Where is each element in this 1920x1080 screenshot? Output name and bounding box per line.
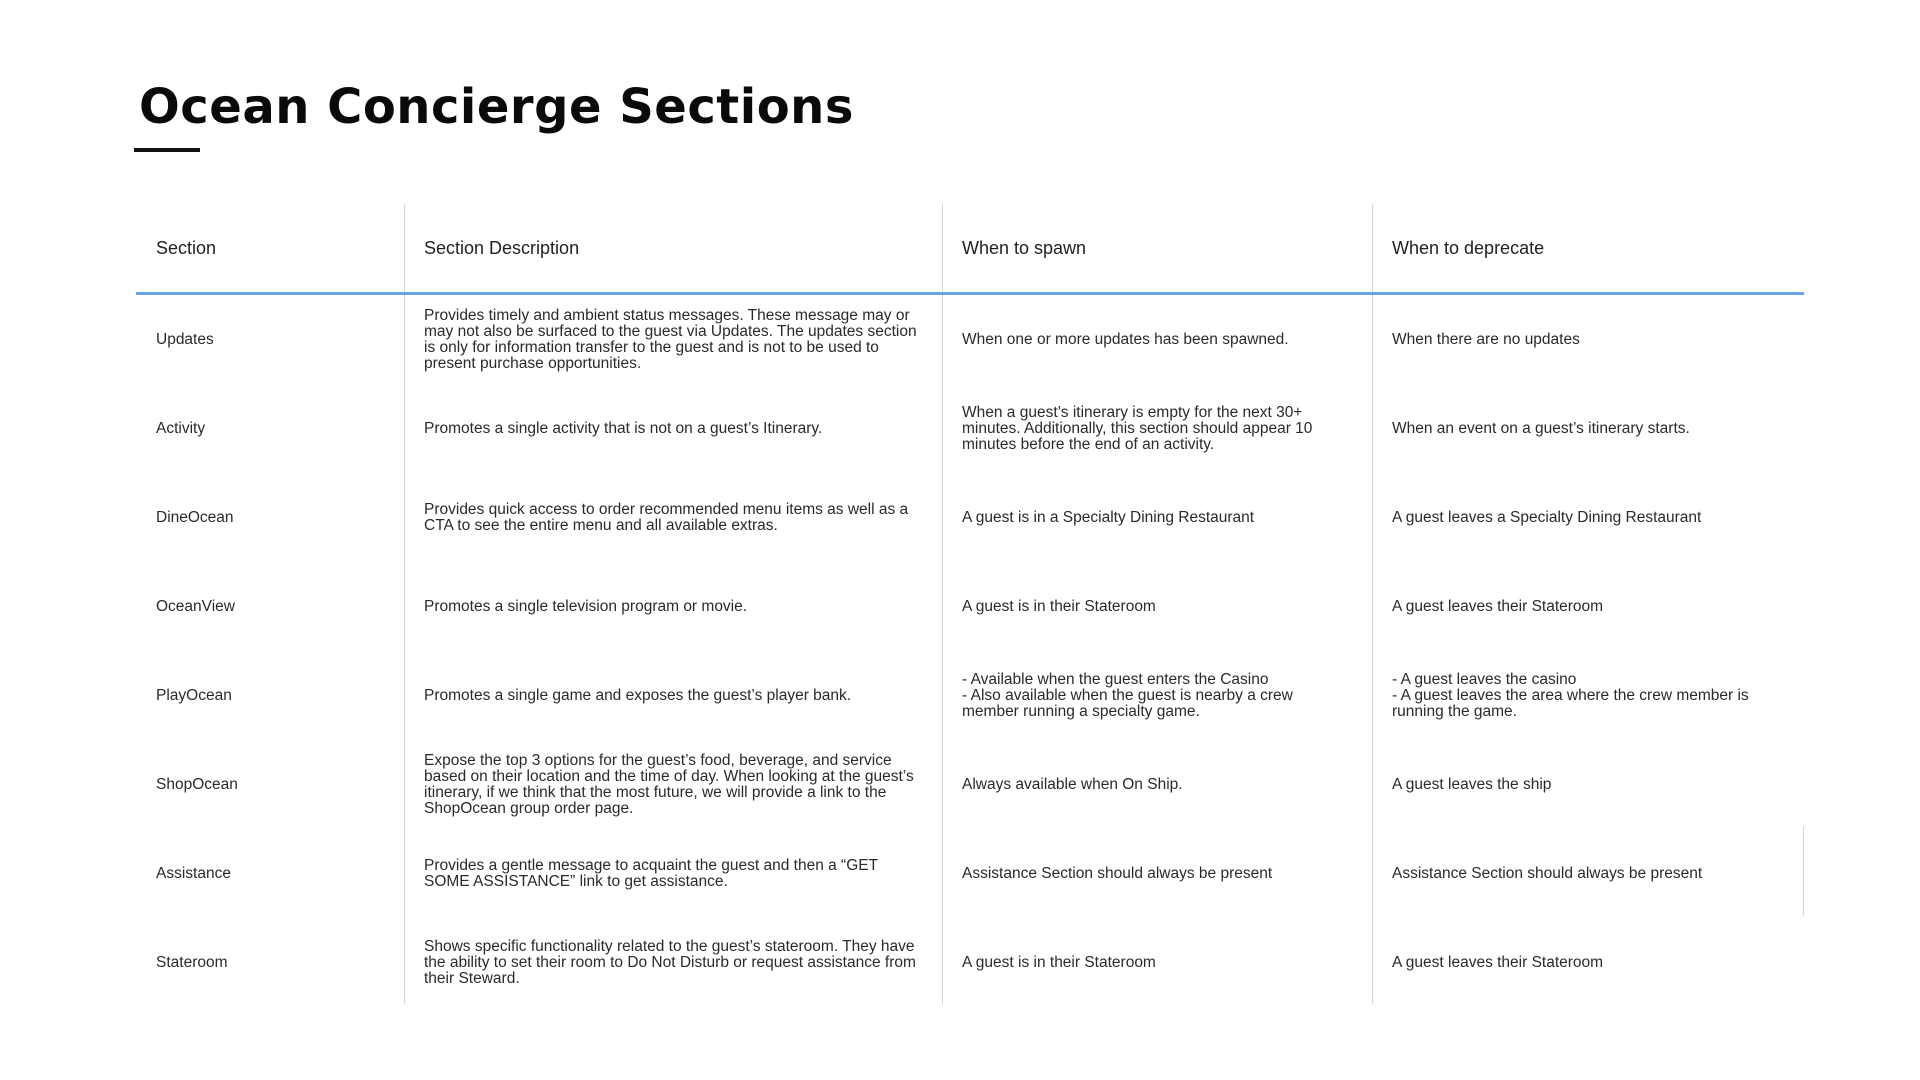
table-row bbox=[136, 829, 1804, 918]
section-name-cell: PlayOcean bbox=[156, 686, 232, 704]
section-name-cell: Assistance bbox=[156, 864, 231, 882]
header-when-to-spawn: When to spawn bbox=[942, 204, 1372, 294]
header-when-to-deprecate: When to deprecate bbox=[1372, 204, 1804, 294]
deprecate-cell: A guest leaves the ship bbox=[1392, 775, 1552, 793]
section-description-cell: Shows specific functionality related to the guest’s stateroom. They have the ability to set their room to Do Not Disturb or request assistance from their Steward. bbox=[424, 937, 916, 987]
deprecate-cell: A guest leaves a Specialty Dining Restaurant bbox=[1392, 508, 1702, 526]
page-title: Ocean Concierge Sections bbox=[139, 79, 854, 135]
table-row bbox=[136, 294, 1804, 385]
section-name-cell: ShopOcean bbox=[156, 775, 238, 793]
section-name-cell: DineOcean bbox=[156, 508, 234, 526]
table-row bbox=[136, 740, 1804, 829]
section-name-cell: OceanView bbox=[156, 597, 235, 615]
section-description-cell: Provides a gentle message to acquaint the guest and then a “GET SOME ASSISTANCE” link to get assistance. bbox=[424, 856, 878, 890]
spawn-cell: When one or more updates has been spawned. bbox=[962, 330, 1289, 348]
section-description-cell: Provides quick access to order recommended menu items as well as a CTA to see the entire menu and all available extras. bbox=[424, 500, 909, 534]
table-row bbox=[136, 918, 1804, 1007]
sections-table-container bbox=[136, 204, 1804, 1004]
edge-divider bbox=[1803, 826, 1804, 916]
spawn-cell: A guest is in their Stateroom bbox=[962, 953, 1156, 971]
deprecate-cell: A guest leaves their Stateroom bbox=[1392, 597, 1604, 615]
deprecate-cell: A guest leaves their Stateroom bbox=[1392, 953, 1604, 971]
header-section-description: Section Description bbox=[404, 204, 942, 294]
section-name-cell: Activity bbox=[156, 419, 206, 437]
section-description-cell: Provides timely and ambient status messages. These message may or may not also be surfaced to the guest via Updates. The updates section is only for information transfer to the guest and is not to be used to present purchase opportunities. bbox=[424, 306, 917, 372]
deprecate-cell: - A guest leaves the casino - A guest leaves the area where the crew member is running the game. bbox=[1392, 670, 1749, 720]
section-description-cell: Promotes a single television program or movie. bbox=[424, 597, 748, 615]
title-underline bbox=[134, 148, 200, 152]
table-row bbox=[136, 473, 1804, 562]
spawn-cell: Always available when On Ship. bbox=[962, 775, 1183, 793]
table-row bbox=[136, 651, 1804, 740]
section-name-cell: Stateroom bbox=[156, 953, 228, 971]
deprecate-cell: When there are no updates bbox=[1392, 330, 1580, 348]
spawn-cell: A guest is in a Specialty Dining Restaurant bbox=[962, 508, 1255, 526]
deprecate-cell: Assistance Section should always be present bbox=[1392, 864, 1703, 882]
section-name-cell: Updates bbox=[156, 330, 214, 348]
spawn-cell: When a guest’s itinerary is empty for the next 30+ minutes. Additionally, this section should appear 10 minutes before the end of an activity. bbox=[962, 403, 1313, 453]
section-description-cell: Promotes a single game and exposes the guest’s player bank. bbox=[424, 686, 852, 704]
sections-table bbox=[136, 204, 1804, 1007]
spawn-cell: A guest is in their Stateroom bbox=[962, 597, 1156, 615]
deprecate-cell: When an event on a guest’s itinerary starts. bbox=[1392, 419, 1690, 437]
spawn-cell: Assistance Section should always be present bbox=[962, 864, 1273, 882]
table-row bbox=[136, 384, 1804, 473]
table-header-row bbox=[136, 204, 1804, 294]
spawn-cell: - Available when the guest enters the Casino - Also available when the guest is nearby a crew member running a specialty game. bbox=[962, 670, 1293, 720]
header-section: Section bbox=[136, 204, 404, 294]
section-description-cell: Promotes a single activity that is not on a guest’s Itinerary. bbox=[424, 419, 823, 437]
table-row bbox=[136, 562, 1804, 651]
section-description-cell: Expose the top 3 options for the guest’s food, beverage, and service based on their location and the time of day. When looking at the guest’s itinerary, if we think that the most future, we will provide a link to the ShopOcean group order page. bbox=[424, 751, 914, 817]
